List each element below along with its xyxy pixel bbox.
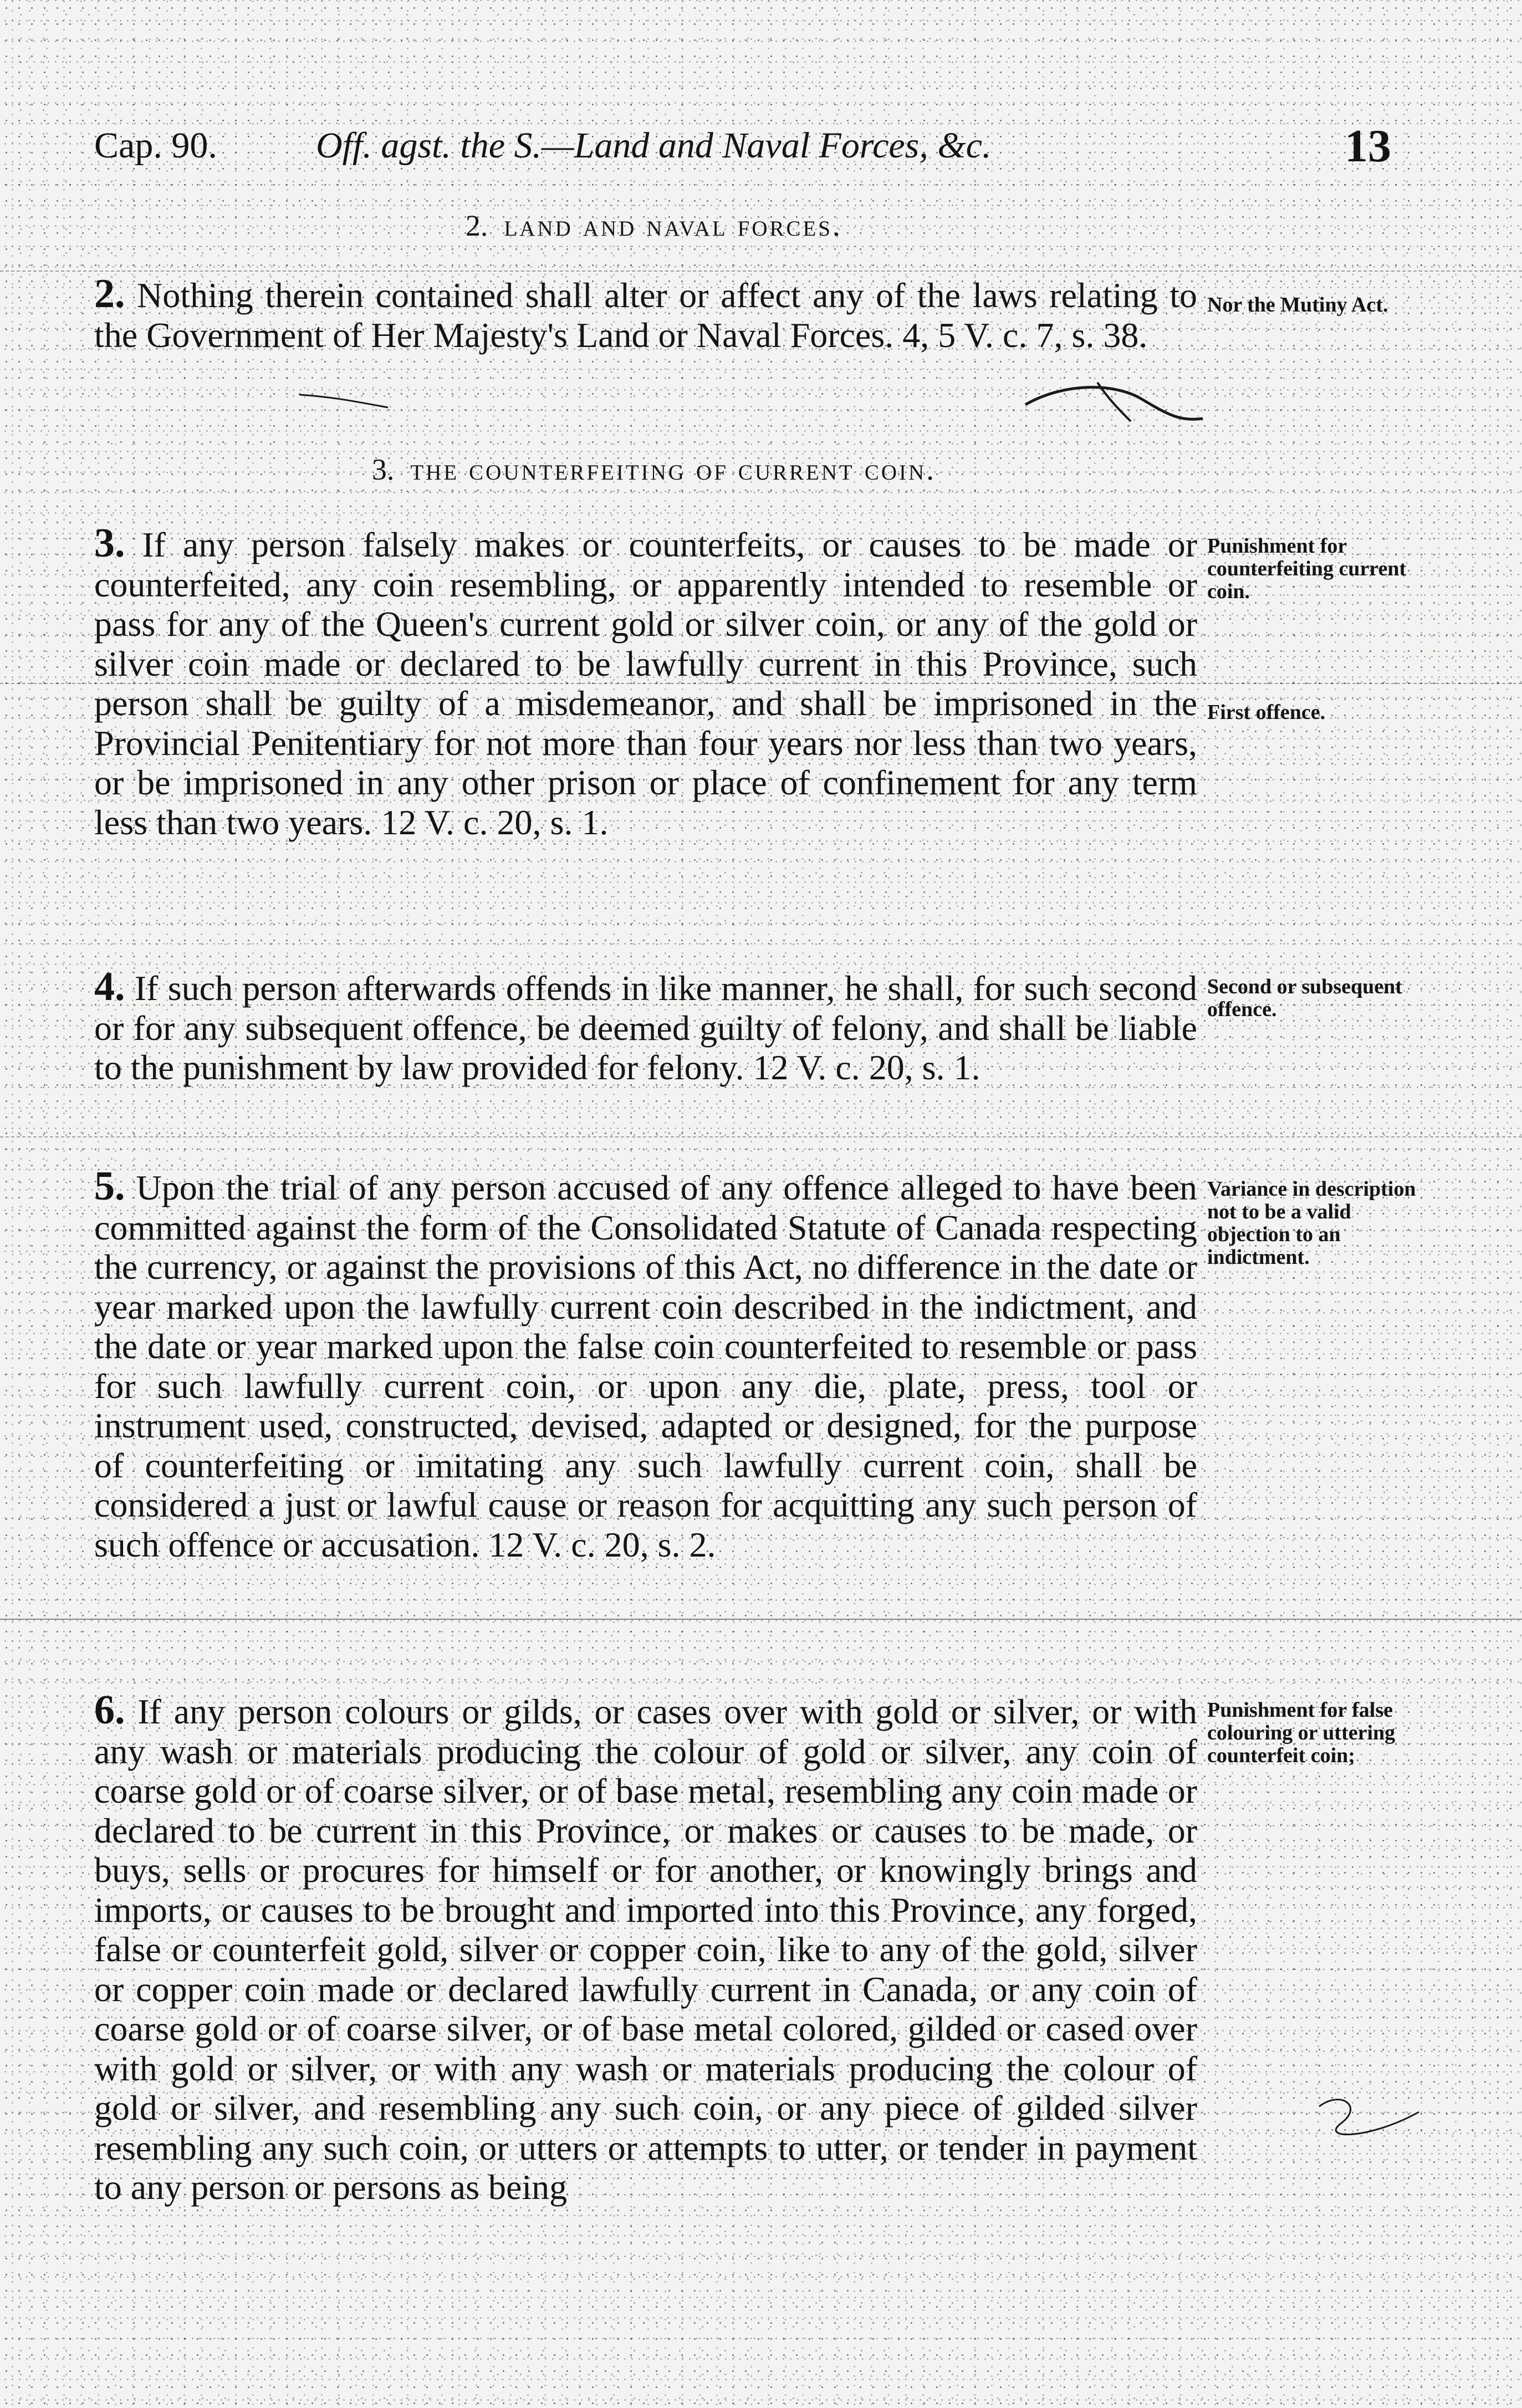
- paragraph-text: Upon the trial of any person accused of any offence alleged to have been committed against the form of the Consolidated Statute of Canada respecting the currency, or against the provisions of this Act, no difference in the date or year marked upon the lawfully current coin described in the indictment, and the date or year marked upon the false coin counterfeited to resemble or pass for such lawfully current coin, or upon any die, plate, press, tool or instrument used, constructed, devised, adapted or designed, for the purpose of counterfeiting or imitating any such lawfully current coin, shall be considered a just or lawful cause or reason for acquitting any such person of such offence or accusation. 12 V. c. 20, s. 2.: [94, 1168, 1197, 1564]
- margin-note: First offence.: [1207, 701, 1326, 724]
- paragraph-text: Nothing therein contained shall alter or affect any of the laws relating to the Government of Her Majesty's Land or Naval Forces. 4, 5 V. c. 7, s. 38.: [94, 276, 1198, 355]
- paragraph-number: 6.: [94, 1687, 125, 1733]
- margin-note: Punishment for false colouring or uttering counterfeit coin;: [1207, 1698, 1396, 1767]
- paragraph-number: 4.: [94, 964, 125, 1009]
- margin-note: Second or subsequent offence.: [1207, 975, 1402, 1021]
- section-title: land and naval forces.: [504, 208, 843, 243]
- paragraph-number: 2.: [94, 271, 125, 317]
- paragraph-number: 3.: [94, 521, 125, 566]
- paragraph-text: If any person colours or gilds, or cases over with gold or silver, or with any wash or materials producing the colour of gold or silver, any coin of coarse gold or of coarse silver, or of base metal, resembling any coin made or declared to be current in this Province, or makes or causes to be made, or buys, sells or procures for himself or for another, or knowingly brings and imports, or causes to be brought and imported into this Province, any forged, false or counterfeit gold, silver or copper coin, like to any of the gold, silver or copper coin made or declared lawfully current in Canada, or any coin of coarse gold or of coarse silver, or of base metal colored, gilded or cased over with gold or silver, or with any wash or materials producing the colour of gold or silver, and resembling any such coin, or any piece of gilded silver resembling any such coin, or utters or attempts to utter, or tender in payment to any person or persons as being: [94, 1692, 1198, 2207]
- section-number: 2.: [465, 209, 488, 242]
- paragraph-text: If such person afterwards offends in like manner, he shall, for such second or for any subsequent offence, be deemed guilty of felony, and shall be liable to the punishment by law provided for felony. 12 V. c. 20, s. 1.: [94, 968, 1197, 1087]
- section-number: 3.: [371, 453, 395, 486]
- paragraph-number: 5.: [94, 1164, 125, 1209]
- running-title: Off. agst. the S.—Land and Naval Forces, &c.: [316, 125, 992, 166]
- margin-note: Variance in description not to be a valid objection to an indictment.: [1207, 1177, 1416, 1269]
- margin-note: Nor the Mutiny Act.: [1207, 293, 1388, 317]
- margin-note: Punishment for counterfeiting current coin.: [1207, 534, 1407, 603]
- chapter-number: Cap. 90.: [94, 125, 217, 166]
- paragraph-text: If any person falsely makes or counterfeits, or causes to be made or counterfeited, any coin resembling, or apparently intended to resemble or pass for any of the Queen's current gold or silver coin, or any of the gold or silver coin made or declared to be lawfully current in this Province, such person shall be guilty of a misdemeanor, and shall be imprisoned in the Provincial Penitentiary for not more than four years nor less than two years, or be imprisoned in any other prison or place of confinement for any term less than two years. 12 V. c. 20, s. 1.: [94, 525, 1198, 842]
- page-number: 13: [1345, 120, 1391, 172]
- section-title: the counterfeiting of current coin.: [410, 452, 937, 487]
